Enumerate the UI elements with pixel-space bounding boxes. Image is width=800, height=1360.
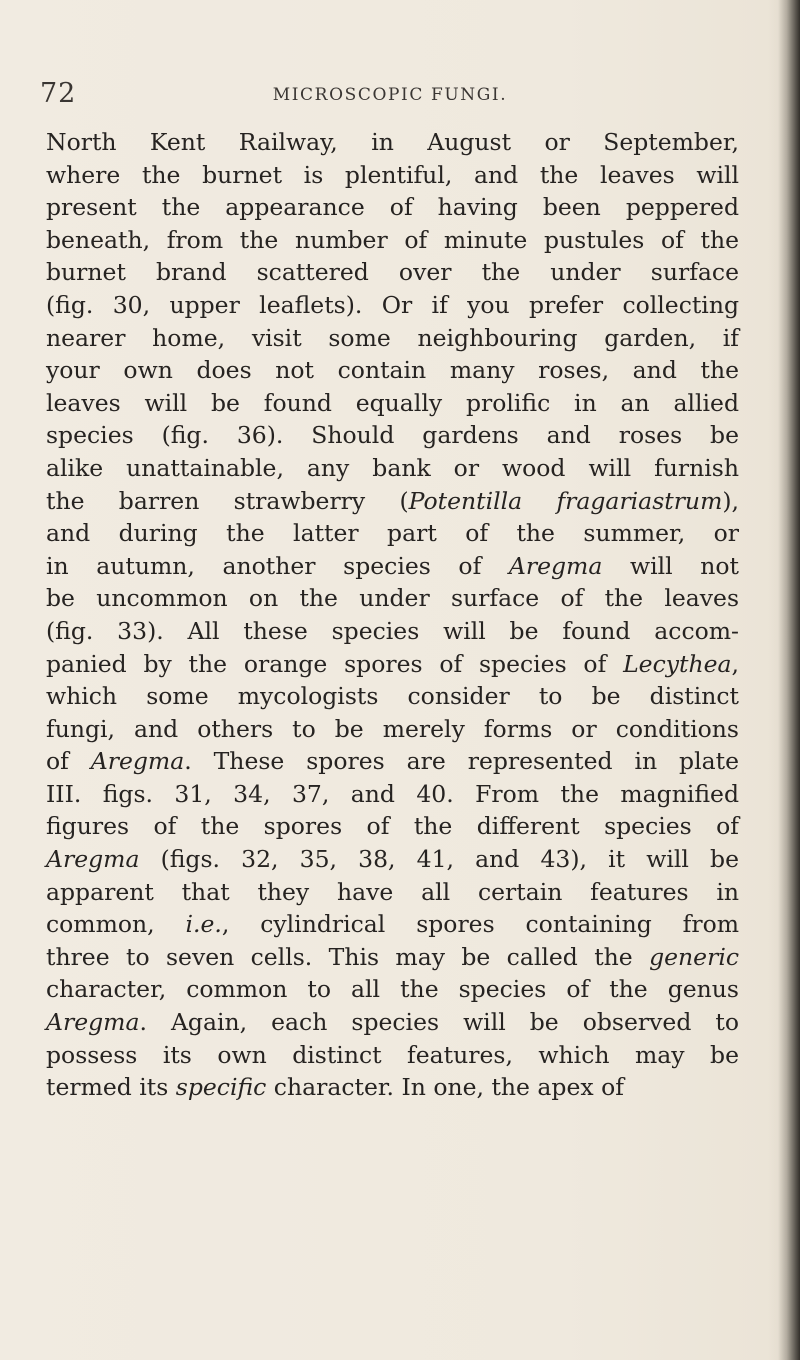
italic-text: Lecythea [623, 649, 732, 678]
text-segment: ), [722, 486, 739, 515]
text-line [46, 1006, 739, 1039]
text-segment: apparent that they have all certain features in [46, 877, 739, 906]
text-line [46, 648, 739, 681]
italic-text: Aregma [46, 845, 140, 874]
italic-text: Aregma [90, 747, 185, 776]
text-line [46, 256, 739, 289]
text-segment: (fig. 33). All these species will be found accom- [46, 616, 739, 645]
text-segment: common, [46, 910, 186, 939]
text-segment: of [46, 747, 91, 776]
running-head: MICROSCOPIC FUNGI. [272, 85, 508, 105]
italic-text: specific [175, 1073, 267, 1102]
text-line [46, 452, 739, 485]
text-segment: fungi, and others to be merely forms or conditions [46, 714, 739, 743]
text-segment: alike unattainable, any bank or wood will furnish [46, 453, 739, 482]
text-line [46, 615, 739, 648]
text-segment: character, common to all the species of the genus [46, 975, 739, 1004]
text-segment: beneath, from the number of minute pustules of the [46, 225, 739, 254]
text-segment: III. figs. 31, 34, 37, and 40. From the magnified [46, 779, 739, 808]
body-text [46, 126, 739, 1104]
text-line [46, 1071, 739, 1104]
italic-text: i.e. [185, 910, 222, 939]
text-segment: burnet brand scattered over the under surface [46, 258, 739, 287]
text-line [46, 159, 739, 192]
text-line [46, 354, 739, 387]
text-line [46, 387, 739, 420]
italic-text: Aregma [46, 1008, 140, 1037]
text-line [46, 680, 739, 713]
text-segment: be uncommon on the under surface of the leaves [46, 584, 739, 613]
text-line [46, 517, 739, 550]
text-segment: three to seven cells. This may be called the [46, 942, 650, 971]
text-line [46, 485, 739, 518]
text-segment: North Kent Railway, in August or September, [46, 128, 739, 156]
text-line [46, 713, 739, 746]
binding-shadow [778, 0, 800, 1360]
text-segment: leaves will be found equally prolific in an allied [46, 388, 739, 417]
text-segment: in autumn, another species of [46, 551, 509, 580]
text-line [46, 224, 739, 257]
text-line [46, 419, 739, 452]
text-line [46, 973, 739, 1006]
text-segment: . Again, each species will be observed to [139, 1008, 739, 1037]
text-segment: figures of the spores of the different species of [46, 812, 739, 841]
italic-text: Aregma [508, 551, 603, 580]
text-line [46, 843, 739, 876]
text-line [46, 191, 739, 224]
text-segment: possess its own distinct features, which may be [46, 1040, 739, 1069]
text-segment: (fig. 30, upper leaflets). Or if you prefer collecting [46, 290, 739, 319]
text-line [46, 908, 739, 941]
text-line [46, 550, 739, 583]
text-segment: character. In one, the apex of [266, 1073, 624, 1102]
text-segment: , cylindrical spores containing from [221, 910, 739, 939]
text-line [46, 810, 739, 843]
text-segment: species (fig. 36). Should gardens and roses be [46, 421, 739, 450]
text-line [46, 289, 739, 322]
text-line [46, 322, 739, 355]
text-segment: where the burnet is plentiful, and the leaves will [46, 160, 739, 189]
page-number: 72 [40, 78, 77, 109]
text-segment: will not [602, 551, 739, 580]
text-segment: which some mycologists consider to be distinct [46, 682, 739, 711]
text-segment: present the appearance of having been peppered [46, 193, 739, 222]
text-segment: and during the latter part of the summer, or [46, 519, 739, 548]
text-line [46, 778, 739, 811]
text-segment: termed its [46, 1073, 176, 1102]
text-segment: your own does not contain many roses, and the [46, 356, 739, 385]
text-segment: , [731, 649, 739, 678]
italic-text: generic [649, 942, 739, 971]
text-segment: the barren strawberry ( [46, 486, 409, 515]
text-segment: . These spores are represented in plate [184, 747, 739, 776]
text-line [46, 745, 739, 778]
page-header [40, 78, 740, 112]
text-line [46, 1039, 739, 1072]
text-line [46, 876, 739, 909]
text-line [46, 582, 739, 615]
text-segment: (figs. 32, 35, 38, 41, and 43), it will be [139, 845, 739, 874]
italic-text: Potentilla fragariastrum [408, 486, 723, 515]
text-segment: panied by the orange spores of species of [46, 649, 624, 678]
text-line [46, 941, 739, 974]
text-line [46, 126, 739, 159]
text-segment: nearer home, visit some neighbouring garden, if [46, 323, 739, 352]
